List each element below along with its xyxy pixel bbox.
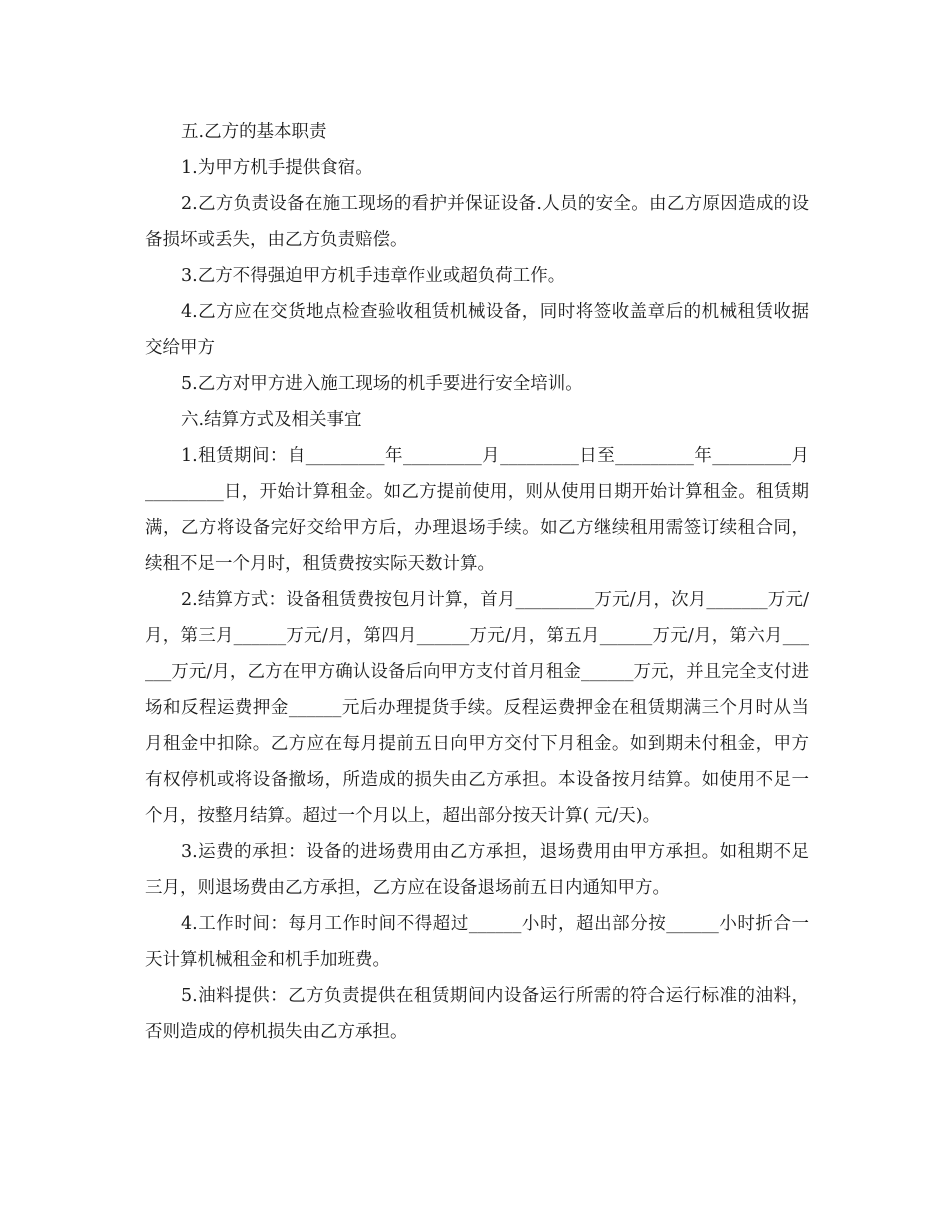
clause-6-1: 1.租赁期间：自_________年_________月_________日至_________年_________月_________日，开始计算租金。如乙方提前使用，则从使用日期开始计算租金。租赁期满，乙方将设备完好交给甲方后，办理退场手续。如乙方继续租用需签订续租合同，续租不足一个月时，租赁费按实际天数计算。	[145, 446, 809, 574]
section-heading-6: 六.结算方式及相关事宜	[181, 410, 362, 430]
section-heading-5: 五.乙方的基本职责	[181, 122, 327, 142]
clause-5-2: 2.乙方负责设备在施工现场的看护并保证设备.人员的安全。由乙方原因造成的设备损坏或丢失，由乙方负责赔偿。	[145, 194, 809, 250]
clause-5-4: 4.乙方应在交货地点检查验收租赁机械设备，同时将签收盖章后的机械租赁收据交给甲方	[145, 302, 809, 358]
clause-5-5: 5.乙方对甲方进入施工现场的机手要进行安全培训。	[181, 374, 583, 394]
clause-6-5: 5.油料提供：乙方负责提供在租赁期间内设备运行所需的符合运行标准的油料，否则造成的停机损失由乙方承担。	[145, 986, 809, 1042]
clause-5-1: 1.为甲方机手提供食宿。	[181, 158, 373, 178]
clause-5-3: 3.乙方不得强迫甲方机手违章作业或超负荷工作。	[181, 266, 566, 286]
clause-6-2: 2.结算方式：设备租赁费按包月计算，首月_________万元/月，次月_______万元/月，第三月______万元/月，第四月______万元/月，第五月______万元/月，第六月______万元/月，乙方在甲方确认设备后向甲方支付首月租金______万元，并且完全支付进场和反程运费押金______元后办理提货手续。反程运费押金在租赁期满三个月时从当月租金中扣除。乙方应在每月提前五日向甲方交付下月租金。如到期未付租金，甲方有权停机或将设备撤场，所造成的损失由乙方承担。本设备按月结算。如使用不足一个月，按整月结算。超过一个月以上，超出部分按天计算( 元/天)。	[145, 590, 809, 826]
clause-6-3: 3.运费的承担：设备的进场费用由乙方承担，退场费用由甲方承担。如租期不足三月，则退场费由乙方承担，乙方应在设备退场前五日内通知甲方。	[145, 842, 809, 898]
clause-6-4: 4.工作时间：每月工作时间不得超过______小时，超出部分按______小时折合一天计算机械租金和机手加班费。	[145, 914, 809, 970]
document-body	[145, 114, 809, 1050]
